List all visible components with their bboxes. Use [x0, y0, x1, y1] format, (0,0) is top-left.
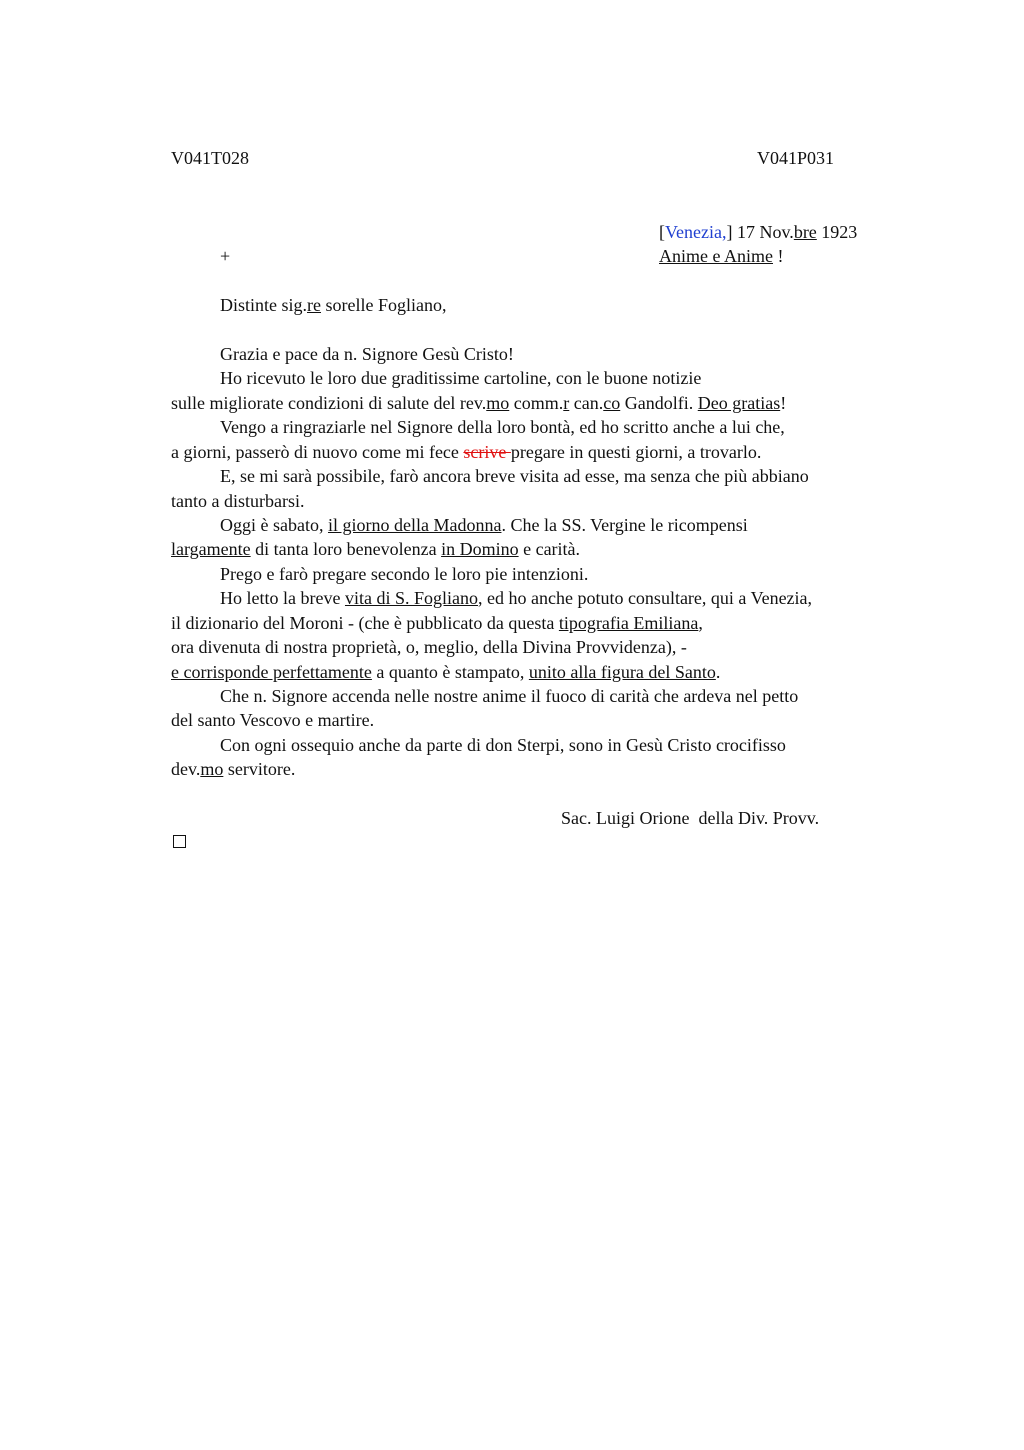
- body-line: [220, 513, 748, 537]
- text-segment: dev.: [171, 759, 201, 779]
- text-segment: servitore.: [223, 759, 296, 779]
- text-segment: a quanto è stampato,: [371, 662, 529, 682]
- underlined-segment: vita di S. Fogliano: [344, 588, 478, 608]
- text-segment: can.: [569, 393, 604, 413]
- text-segment: . Che la SS. Vergine le ricompensi: [501, 515, 748, 535]
- body-line: Prego e farò pregare secondo le loro pie intenzioni.: [220, 564, 589, 584]
- text-segment: , ed ho anche potuto consultare, qui a Venezia,: [477, 588, 813, 608]
- dateline: [659, 220, 857, 244]
- motto-text: Anime e Anime: [659, 246, 773, 266]
- dateline-year: 1923: [816, 222, 858, 242]
- body-line: [171, 660, 720, 684]
- underlined-segment: unito alla figura del Santo: [528, 662, 716, 682]
- salutation-abbrev: re: [307, 295, 321, 315]
- text-segment: di tanta loro benevolenza: [250, 539, 442, 559]
- header-right-code: V041P031: [757, 148, 835, 168]
- dateline-month-suffix: bre: [793, 222, 817, 242]
- text-segment: il dizionario del Moroni - (che è pubblicato da questa: [171, 613, 559, 633]
- square-mark-icon: [173, 835, 186, 848]
- body-line: Che n. Signore accenda nelle nostre anime il fuoco di carità che ardeva nel petto: [220, 686, 799, 706]
- body-line: [171, 440, 761, 464]
- text-segment: sulle migliorate condizioni di salute del rev.: [171, 393, 487, 413]
- body-line: [220, 586, 812, 610]
- dateline-bracket-close: ]: [726, 222, 733, 242]
- header-left-code: V041T028: [171, 148, 249, 168]
- body-line: [171, 611, 703, 635]
- text-segment: Ho letto la breve: [220, 588, 345, 608]
- motto: [659, 244, 783, 268]
- body-line: Ho ricevuto le loro due graditissime cartoline, con le buone notizie: [220, 368, 702, 388]
- body-line: tanto a disturbarsi.: [171, 491, 305, 511]
- underlined-segment: il giorno della Madonna: [327, 515, 502, 535]
- text-segment: pregare in questi giorni, a trovarlo.: [510, 442, 762, 462]
- abbrev-segment: r: [563, 393, 570, 413]
- text-segment: ,: [698, 613, 703, 633]
- deleted-word: scrive: [463, 442, 511, 462]
- underlined-segment: largamente: [171, 539, 251, 559]
- text-segment: .: [715, 662, 721, 682]
- text-segment: !: [780, 393, 787, 413]
- signature: Sac. Luigi Orione della Div. Provv.: [561, 808, 820, 828]
- salutation-text: Distinte sig.: [220, 295, 308, 315]
- body-line: [171, 537, 580, 561]
- dateline-bracket-open: [: [659, 222, 665, 242]
- body-line: E, se mi sarà possibile, farò ancora breve visita ad esse, ma senza che più abbiano: [220, 466, 809, 486]
- cross-mark: +: [220, 246, 231, 266]
- underlined-segment: Deo gratias: [697, 393, 781, 413]
- abbrev-segment: mo: [486, 393, 510, 413]
- salutation: [220, 293, 446, 317]
- body-line: Grazia e pace da n. Signore Gesù Cristo!: [220, 344, 514, 364]
- body-line: [171, 391, 786, 415]
- body-line: del santo Vescovo e martire.: [171, 710, 375, 730]
- text-segment: Oggi è sabato,: [220, 515, 328, 535]
- body-line: ora divenuta di nostra proprietà, o, meglio, della Divina Provvidenza), -: [171, 637, 687, 657]
- abbrev-segment: mo: [200, 759, 224, 779]
- text-segment: e carità.: [518, 539, 581, 559]
- motto-exclaim: !: [772, 246, 784, 266]
- underlined-segment: e corrisponde perfettamente: [171, 662, 372, 682]
- underlined-segment: in Domino: [441, 539, 519, 559]
- salutation-text-end: sorelle Fogliano,: [321, 295, 447, 315]
- body-line: [171, 757, 295, 781]
- dateline-place: Venezia,: [665, 222, 727, 242]
- text-segment: Gandolfi.: [620, 393, 698, 413]
- body-line: Vengo a ringraziarle nel Signore della loro bontà, ed ho scritto anche a lui che,: [220, 417, 785, 437]
- text-segment: comm.: [509, 393, 564, 413]
- body-line: Con ogni ossequio anche da parte di don Sterpi, sono in Gesù Cristo crocifisso: [220, 735, 786, 755]
- abbrev-segment: co: [603, 393, 621, 413]
- dateline-date: 17 Nov.: [732, 222, 794, 242]
- underlined-segment: tipografia Emiliana: [558, 613, 699, 633]
- text-segment: a giorni, passerò di nuovo come mi fece: [171, 442, 464, 462]
